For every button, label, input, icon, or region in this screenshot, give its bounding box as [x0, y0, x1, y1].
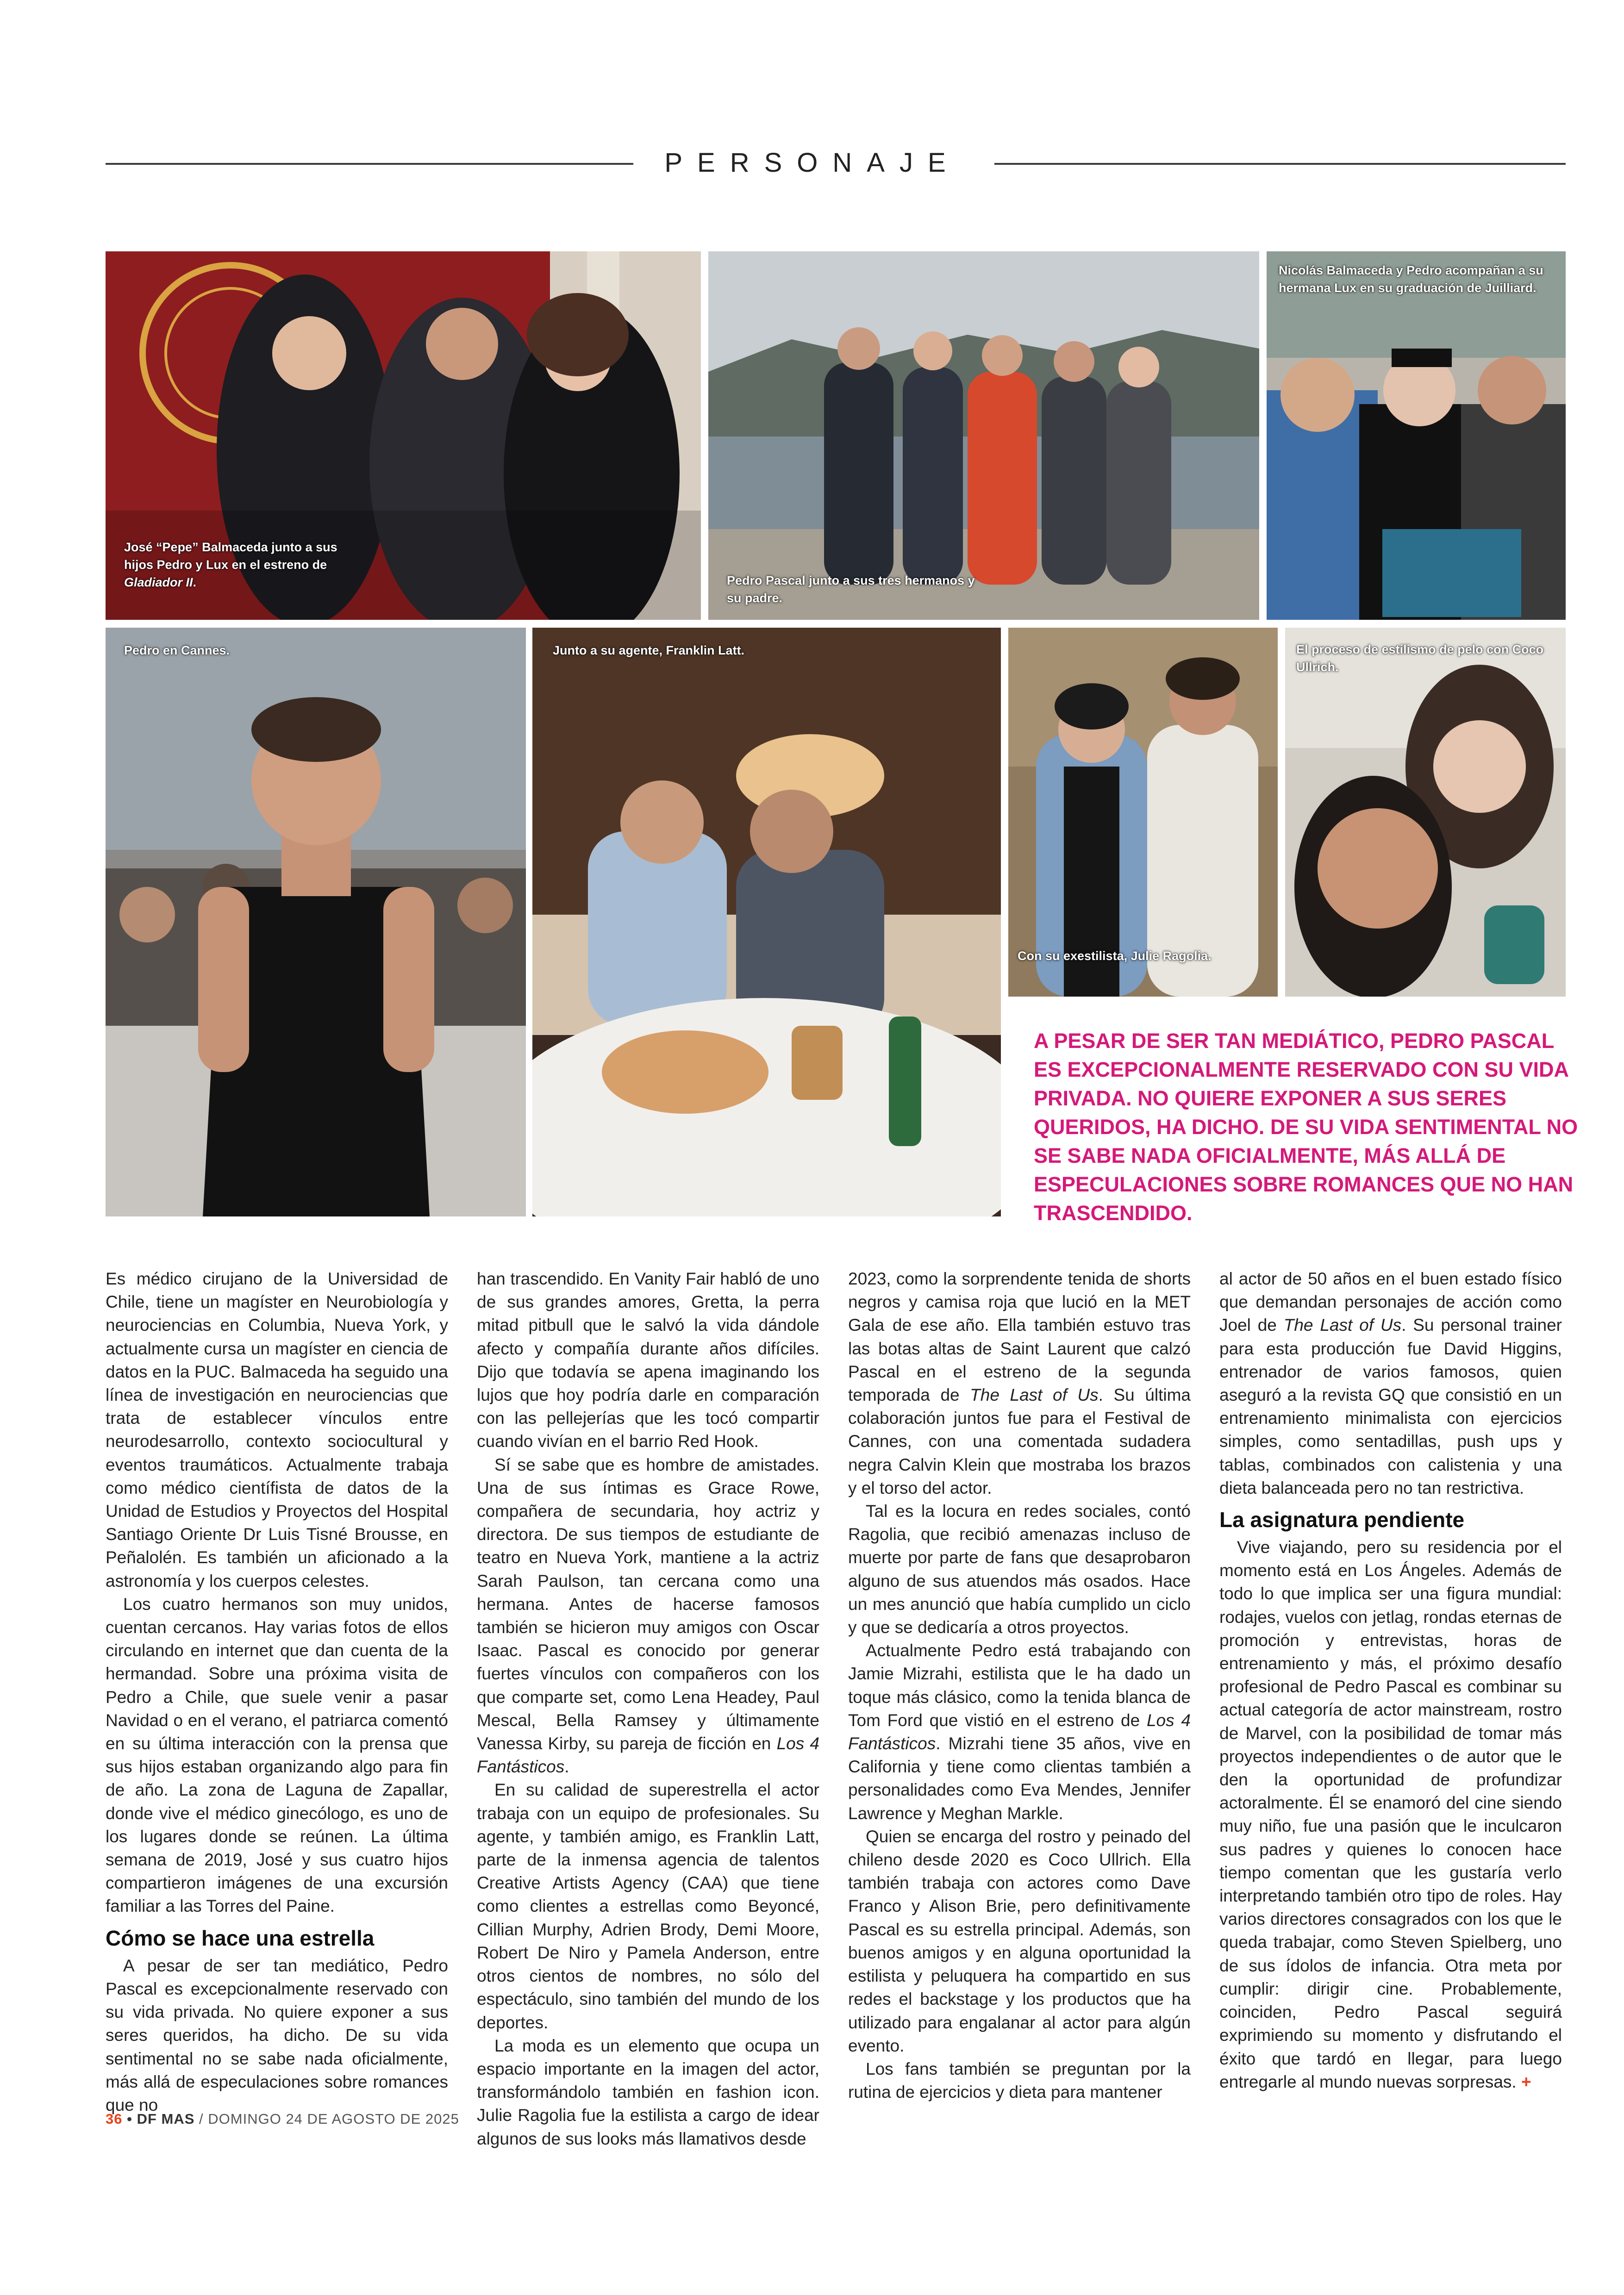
article-column-4	[1219, 1267, 1562, 2094]
paragraph: Sí se sabe que es hombre de amistades. Una de sus íntimas es Grace Rowe, compañera de secundaria, hoy actriz y directora. De sus tiempos de estudiante de teatro en Nueva York, mantiene a la actriz Sarah Paulson, tan cercana como una hermana. Antes de hacerse famosos también se hicieron muy amigos con Oscar Isaac. Pascal es conocido por generar fuertes vínculos con compañeros con los que comparte set, como Lena Headey, Paul Mescal, Bella Ramsey y últimamente Vanessa Kirby, su pareja de ficción en Los 4 Fantásticos.	[477, 1455, 819, 1777]
page-number: 36	[106, 2111, 123, 2127]
publication-name: • DF MAS	[127, 2111, 195, 2127]
photo-agent-dinner	[532, 628, 1001, 1216]
paragraph: Actualmente Pedro está trabajando con Jamie Mizrahi, estilista que le ha dado un toque más clásico, como la tenida blanca de Tom Ford que vistió en el estreno de Los 4 Fantásticos. Mizrahi tiene 35 años, vive en California y tiene como clientas también a personalidades como Eva Mendes, Jennifer Lawrence y Meghan Markle.	[848, 1641, 1191, 1823]
article-column-2	[477, 1267, 819, 2151]
paragraph: han trascendido. En Vanity Fair habló de uno de sus grandes amores, Gretta, la perra mitad pitbull que le salvó la vida dándole afecto y compañía durante años difíciles. Dijo que todavía se apena imaginando los lujos que hoy podría darle en comparación con las pellejerías que les tocó compartir cuando vivían en el barrio Red Hook.	[477, 1269, 819, 1451]
photo-juilliard-graduation	[1267, 251, 1566, 620]
subheading-como-se-hace: Cómo se hace una estrella	[106, 1926, 375, 1950]
paragraph: Es médico cirujano de la Universidad de Chile, tiene un magíster en Neurobiología y neurociencias en Columbia, Nueva York, y actualmente cursa un magíster en ciencia de datos en la PUC. Balmaceda ha seguido una línea de investigación en neurociencias que trata de establecer vínculos entre neurodesarrollo, contexto sociocultural y eventos traumáticos. Actualmente trabaja como médico científista de datos de la Unidad de Estudios y Proyectos del Hospital Santiago Oriente Dr Luis Tisné Brousse, en Peñalolén. Es también un aficionado a la astronomía y los cuerpos celestes.	[106, 1269, 448, 1590]
photo-cannes	[106, 628, 526, 1216]
caption-stylist: Con su exestilista, Julie Ragolia.	[1018, 949, 1212, 963]
paragraph: La moda es un elemento que ocupa un espacio importante en la imagen del actor, transformándolo también en fashion icon. Julie Ragolia fue la estilista a cargo de idear algunos de sus looks más llamativos desde	[477, 2036, 819, 2148]
publication-date: DOMINGO 24 DE AGOSTO DE 2025	[208, 2111, 459, 2127]
header-rule-right	[994, 163, 1566, 165]
paragraph: A pesar de ser tan mediático, Pedro Pascal es excepcionalmente reservado con su vida privada. No quiere exponer a sus seres queridos, ha dicho. De su vida sentimental no se sabe nada oficialmente, más allá de especulaciones sobre romances que no	[106, 1956, 448, 2114]
article-column-3	[848, 1267, 1191, 2104]
caption-agent: Junto a su agente, Franklin Latt.	[553, 643, 745, 657]
caption-hair: El proceso de estilismo de pelo con Coco Ullrich.	[1296, 642, 1544, 674]
photo-hair-styling	[1285, 628, 1566, 997]
paragraph: Los cuatro hermanos son muy unidos, cuentan cercanos. Hay varias fotos de ellos circulando en internet que dan cuenta de la hermandad. Sobre una próxima visita de Pedro a Chile, que suele venir a pasar Navidad o en el verano, el patriarca comentó en su última interacción con la prensa que sus hijos estaban organizando algo para fin de año. La zona de Laguna de Zapallar, donde vive el médico ginecólogo, es uno de los lugares donde se reúnen. La última semana de 2019, José y sus cuatro hijos compartieron imágenes de una excursión familiar a las Torres del Paine.	[106, 1594, 448, 1916]
paragraph: Tal es la locura en redes sociales, contó Ragolia, que recibió amenazas incluso de muerte por parte de fans que desaprobaron alguno de sus atuendos más osados. Hace un mes anunció que había cumplido un ciclo y que se dedicaría a otros proyectos.	[848, 1502, 1191, 1637]
header-rule-left	[106, 163, 633, 165]
caption-cannes: Pedro en Cannes.	[124, 643, 230, 657]
paragraph: 2023, como la sorprendente tenida de shorts negros y camisa roja que lució en la MET Gala de ese año. Ella también estuvo tras las botas altas de Saint Laurent que calzó Pascal en el estreno de la segunda temporada de The Last of Us. Su última colaboración juntos fue para el Festival de Cannes, con una comentada sudadera negra Calvin Klein que mostraba los brazos y el torso del actor.	[848, 1269, 1191, 1497]
caption-gladiator: José “Pepe” Balmaceda junto a sus hijos Pedro y Lux en el estreno de Gladiador II.	[124, 540, 337, 589]
paragraph: al actor de 50 años en el buen estado físico que demandan personajes de acción como Joel de The Last of Us. Su personal trainer para esta producción fue David Higgins, entrenador de varios famosos, quien aseguró a la revista GQ que consistió en un entrenamiento minimalista con ejercicios simples, como sentadillas, push ups y tablas, combinados con calistenia y una dieta balanceada pero no tan restrictiva.	[1219, 1269, 1562, 1497]
paragraph: En su calidad de superestrella el actor trabaja con un equipo de profesionales. Su agente, y también amigo, es Franklin Latt, parte de la inmensa agencia de talentos Creative Artists Agency (CAA) que tiene como clientes a estrellas como Beyoncé, Cillian Murphy, Adrien Brody, Demi Moore, Robert De Niro y Pamela Anderson, entre otros cientos de nombres, no sólo del espectáculo, sino también del mundo de los deportes.	[477, 1780, 819, 2032]
footer-separator: /	[199, 2111, 204, 2127]
page-footer	[106, 2111, 459, 2127]
photo-lake-family	[708, 251, 1259, 620]
article-column-1	[106, 1267, 448, 2117]
section-title: PERSONAJE	[664, 148, 961, 178]
caption-juilliard: Nicolás Balmaceda y Pedro acompañan a su hermana Lux en su graduación de Juilliard.	[1279, 263, 1543, 295]
paragraph: Vive viajando, pero su residencia por el momento está en Los Ángeles. Además de todo lo que implica ser una figura mundial: rodajes, vuelos con jetlag, rondas eternas de promoción y entrevistas, horas de entrenamiento y más, el próximo desafío profesional de Pedro Pascal es combinar su actual categoría de actor mainstream, rostro de Marvel, con la posibilidad de tomar más proyectos independientes o de autor que le den la oportunidad de profundizar actoralmente. Él se enamoró del cine siendo muy niño, fue una pasión que le inculcaron sus padres y quienes lo conocen hace tiempo comentan que les gustaría verlo interpretando también otro tipo de roles. Hay varios directores consagrados con los que le queda trabajar, como Steven Spielberg, uno de sus ídolos de infancia. Otra meta por cumplir: dirigir cine. Probablemente, coinciden, Pedro Pascal seguirá exprimiendo su momento y disfrutando el éxito que tardó en llegar, para luego entregarle al mundo nuevas sorpresas. +	[1219, 1538, 1562, 2091]
caption-lake-family: Pedro Pascal junto a sus tres hermanos y su padre.	[727, 574, 975, 605]
pull-quote: A PESAR DE SER TAN MEDIÁTICO, PEDRO PASCAL ES EXCEPCIONALMENTE RESERVADO CON SU VIDA PRIVADA. NO QUIERE EXPONER A SUS SERES QUERIDOS, HA DICHO. DE SU VIDA SENTIMENTAL NO SE SABE NADA OFICIALMENTE, MÁS ALLÁ DE ESPECULACIONES SOBRE ROMANCES QUE NO HAN TRASCENDIDO.	[1034, 1029, 1578, 1225]
paragraph: Quien se encarga del rostro y peinado del chileno desde 2020 es Coco Ullrich. Ella también trabaja con actores como Dave Franco y Alison Brie, pero definitivamente Pascal es su estrella principal. Además, son buenos amigos y en alguna oportunidad la estilista y peluquera ha compartido en sus redes el backstage y los productos que ha utilizado para engalanar al actor para algún evento.	[848, 1827, 1191, 2055]
end-mark: +	[1521, 2072, 1531, 2091]
subheading-asignatura-pendiente: La asignatura pendiente	[1219, 1508, 1465, 1532]
paragraph: Los fans también se preguntan por la rutina de ejercicios y dieta para mantener	[848, 2059, 1191, 2102]
photo-gladiator-premiere	[106, 251, 701, 620]
photo-stylist	[1008, 628, 1278, 997]
